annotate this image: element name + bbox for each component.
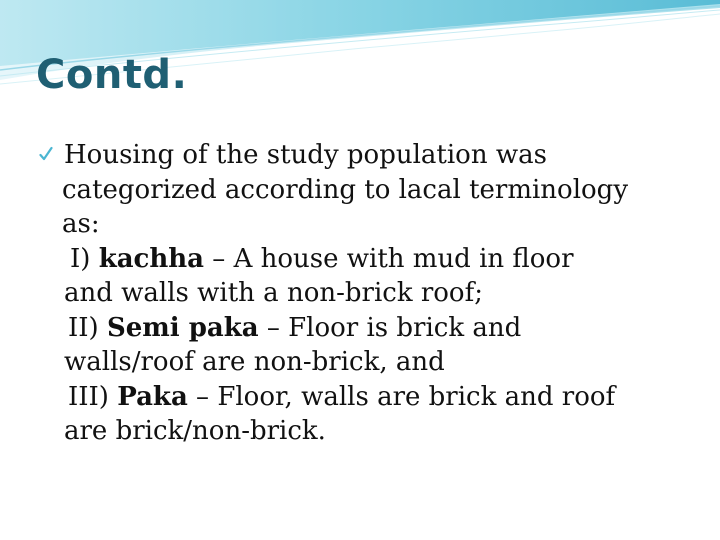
item-term: kachha bbox=[98, 243, 205, 274]
slide-body bbox=[44, 138, 684, 449]
list-item-line bbox=[64, 311, 684, 346]
list-item-paka bbox=[44, 380, 684, 449]
list-item-kachha bbox=[44, 242, 684, 311]
item-term: Semi paka bbox=[106, 312, 259, 343]
slide-title: Contd. bbox=[36, 52, 188, 98]
item-description: – Floor, walls are brick and roof bbox=[187, 381, 616, 412]
list-item-line bbox=[64, 380, 684, 415]
item-description-continued: walls/roof are non-brick, and bbox=[64, 347, 445, 377]
checkmark-icon bbox=[39, 146, 53, 162]
item-numeral: III) bbox=[68, 381, 109, 412]
item-numeral: I) bbox=[70, 243, 91, 274]
list-item-semi-paka bbox=[44, 311, 684, 380]
item-numeral: II) bbox=[68, 312, 99, 343]
intro-line-1: Housing of the study population was bbox=[64, 140, 547, 170]
intro-paragraph bbox=[44, 138, 684, 242]
intro-line-2: categorized according to lacal terminology bbox=[62, 174, 629, 205]
item-term: Paka bbox=[117, 381, 188, 412]
item-description-continued: are brick/non-brick. bbox=[64, 416, 326, 446]
list-item-line bbox=[64, 242, 684, 277]
item-description: – A house with mud in floor bbox=[204, 243, 574, 274]
item-description-continued: and walls with a non-brick roof; bbox=[64, 278, 483, 308]
item-description: – Floor is brick and bbox=[258, 312, 522, 343]
intro-line-3: as: bbox=[62, 209, 100, 239]
